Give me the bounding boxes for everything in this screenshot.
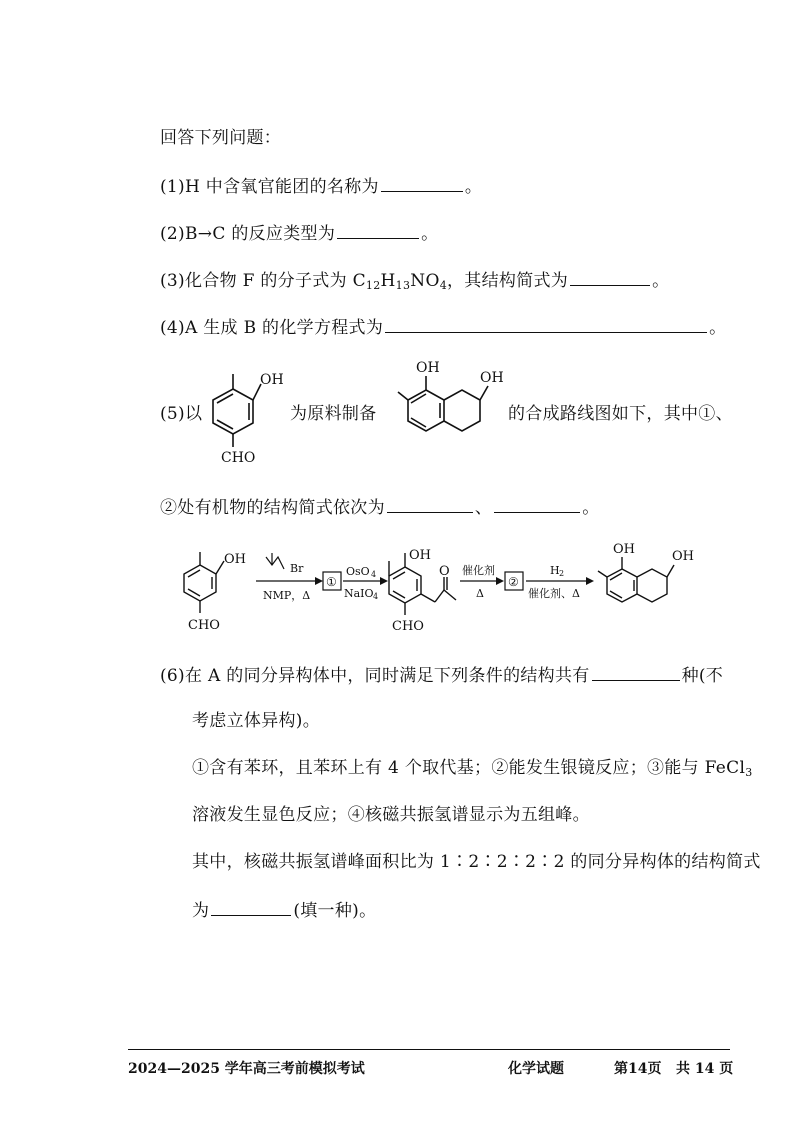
hydroxyl-label: OH — [409, 548, 431, 563]
question-6-answer-line — [192, 897, 376, 923]
question-1-suffix: 。 — [464, 177, 483, 197]
ketone-oxygen: O — [439, 564, 450, 579]
formula-subscript: 4 — [439, 279, 447, 292]
reagent-2-top-sub: 4 — [371, 570, 377, 579]
question-5-tail: 的合成路线图如下，其中①、 — [508, 404, 733, 424]
question-6-line-2: 考虑立体异构)。 — [192, 711, 321, 731]
question-3-suffix: 。 — [652, 271, 670, 291]
question-5-line-2-suffix: 。 — [582, 498, 600, 518]
question-4-answer-blank[interactable] — [385, 314, 707, 333]
intro-heading: 回答下列问题： — [160, 128, 282, 148]
question-3-text: (3)化合物 F 的分子式为 C — [160, 271, 366, 291]
footer-exam-title: 2024—2025 学年高三考前模拟考试 — [128, 1061, 365, 1077]
formula-subscript: 12 — [365, 279, 381, 292]
question-6-ratio-line: 其中，核磁共振氢谱峰面积比为 1∶2∶2∶2∶2 的同分异构体的结构简式 — [192, 852, 761, 872]
formula-element: H — [380, 271, 396, 291]
hydroxyl-label: OH — [480, 370, 504, 386]
question-2-suffix: 。 — [421, 224, 439, 244]
question-6-suffix: 种(不 — [681, 666, 724, 686]
route-starting-material — [184, 552, 224, 613]
hydroxyl-label: OH — [672, 549, 694, 564]
question-5-line-2 — [160, 494, 600, 520]
reagent-2-top: OsO — [346, 565, 370, 578]
allyl-bromide-structure — [266, 557, 284, 569]
route-product — [598, 557, 674, 602]
starting-material-structure — [205, 362, 285, 472]
question-6-count-blank[interactable] — [592, 662, 680, 681]
formula-element: NO — [410, 271, 440, 291]
question-3-answer-blank[interactable] — [570, 267, 650, 286]
question-5-mid: 为原料制备 — [290, 404, 377, 424]
reagent-3-bottom: Δ — [476, 587, 484, 600]
hydroxyl-label: OH — [260, 372, 284, 388]
reagent-1-conditions: NMP，Δ — [263, 589, 311, 602]
formula-subscript: 13 — [395, 279, 411, 292]
footer-subject: 化学试题 — [508, 1061, 564, 1077]
reagent-4-bottom: 催化剂、Δ — [528, 587, 580, 600]
intermediate-1-answer-blank[interactable] — [387, 494, 473, 513]
question-1 — [160, 173, 482, 199]
footer-divider — [128, 1049, 730, 1050]
reagent-2-bottom: NaIO — [344, 587, 374, 600]
question-6-structure-blank[interactable] — [211, 897, 291, 916]
hydroxyl-label: OH — [224, 552, 246, 567]
answer-prefix: 为 — [192, 901, 210, 921]
formula-subscript: 3 — [745, 766, 753, 779]
aldehyde-label: CHO — [392, 619, 424, 634]
hydroxyl-label: OH — [416, 360, 440, 376]
hydroxyl-label: OH — [613, 542, 635, 557]
question-5-line-2-text: ②处有机物的结构简式依次为 — [160, 498, 385, 518]
question-6-text: (6)在 A 的同分异构体中，同时满足下列条件的结构共有 — [160, 666, 590, 686]
question-1-text: (1)H 中含氧官能团的名称为 — [160, 177, 379, 197]
question-5-label: (5)以 — [160, 404, 203, 424]
synthesis-route-diagram — [160, 535, 735, 645]
aldehyde-label: CHO — [221, 450, 256, 466]
intermediate-2-answer-blank[interactable] — [494, 494, 580, 513]
footer-page-number: 第14页 — [614, 1061, 662, 1077]
question-4-suffix: 。 — [709, 318, 727, 338]
question-2 — [160, 220, 438, 246]
reagent-4-top-sub: 2 — [559, 569, 565, 578]
answer-suffix: (填一种)。 — [293, 901, 377, 921]
reagent-2-bottom-sub: 4 — [373, 592, 379, 601]
question-6-conditions-line-1 — [192, 756, 753, 785]
question-3-mid: ，其结构简式为 — [447, 271, 569, 291]
question-4 — [160, 314, 726, 340]
intermediate-1-label: ① — [326, 575, 337, 589]
aldehyde-label: CHO — [188, 618, 220, 633]
footer-total-pages: 共 14 页 — [676, 1061, 734, 1077]
question-5-separator: 、 — [474, 498, 493, 518]
question-2-answer-blank[interactable] — [337, 220, 419, 239]
reagent-3-top: 催化剂 — [462, 564, 495, 577]
question-4-text: (4)A 生成 B 的化学方程式为 — [160, 318, 384, 338]
conditions-text: ①含有苯环，且苯环上有 4 个取代基；②能发生银镜反应；③能与 FeCl — [192, 758, 746, 778]
question-6-conditions-line-2: 溶液发生显色反应；④核磁共振氢谱显示为五组峰。 — [192, 805, 590, 825]
question-2-text: (2)B→C 的反应类型为 — [160, 224, 336, 244]
question-1-answer-blank[interactable] — [381, 173, 463, 192]
question-3 — [160, 267, 669, 298]
reagent-4-top: H — [550, 564, 560, 577]
reagent-1-label: Br — [290, 562, 304, 575]
intermediate-2-label: ② — [508, 575, 519, 589]
question-6 — [160, 662, 723, 688]
target-molecule-structure — [396, 352, 506, 452]
